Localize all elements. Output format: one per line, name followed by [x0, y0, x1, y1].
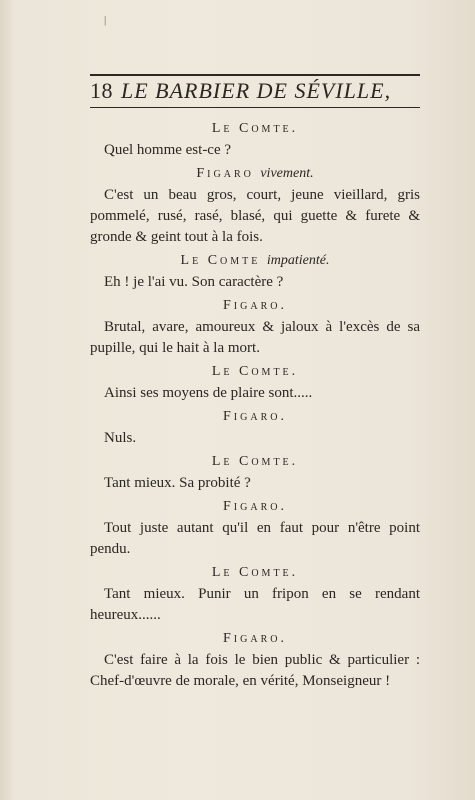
speaker-heading [90, 361, 420, 383]
dialogue-line: Tant mieux. Punir un fripon en se rendant heureux...... [90, 586, 420, 623]
stage-direction: vivement. [260, 166, 314, 181]
speaker-name: Figaro. [223, 631, 287, 646]
dialogue-line: C'est faire à la fois le bien public & particulier : Chef-d'œuvre de morale, en vérité, Monseigneur ! [90, 652, 420, 689]
speaker-name: Figaro. [223, 499, 287, 514]
speaker-name: Le Comte. [211, 454, 299, 469]
speaker-heading [90, 496, 420, 518]
stage-direction: impatienté. [266, 253, 330, 268]
bottom-rule [90, 107, 420, 108]
speaker-name: Le Comte [180, 253, 261, 268]
speaker-heading [90, 451, 420, 473]
speaker-heading [90, 628, 420, 650]
speaker-heading [90, 562, 420, 584]
speaker-name: Figaro. [223, 298, 287, 313]
page-number: 18 [90, 78, 113, 103]
dialogue-line: Tout juste autant qu'il en faut pour n'être point pendu. [90, 520, 420, 557]
speaker-name: Figaro [196, 166, 254, 181]
dialogue-text [90, 118, 420, 694]
speaker-name: Le Comte. [211, 364, 299, 379]
dialogue-line: C'est un beau gros, court, jeune vieillard, gris pommelé, rusé, rasé, blasé, qui guette & furete & gronde & geint tout à la fois. [90, 187, 420, 245]
dialogue-line: Brutal, avare, amoureux & jaloux à l'excès de sa pupille, qui le hait à la mort. [90, 319, 420, 356]
dialogue-line: Nuls. [104, 430, 137, 446]
running-head [90, 74, 420, 108]
dialogue-line: Tant mieux. Sa probité ? [104, 475, 251, 491]
running-title: LE BARBIER DE SÉVILLE, [121, 78, 392, 103]
speaker-heading [90, 406, 420, 428]
speaker-name: Le Comte. [211, 121, 299, 136]
speaker-name: Figaro. [223, 409, 287, 424]
speaker-heading [90, 118, 420, 140]
folio-mark: | [104, 14, 107, 26]
speaker-heading [90, 295, 420, 317]
dialogue-line: Quel homme est-ce ? [104, 142, 232, 158]
dialogue-line: Eh ! je l'ai vu. Son caractère ? [104, 274, 284, 290]
dialogue-line: Ainsi ses moyens de plaire sont..... [104, 385, 313, 401]
speaker-name: Le Comte. [211, 565, 299, 580]
speaker-heading [90, 250, 420, 272]
header-line [90, 76, 420, 107]
speaker-heading [90, 163, 420, 185]
